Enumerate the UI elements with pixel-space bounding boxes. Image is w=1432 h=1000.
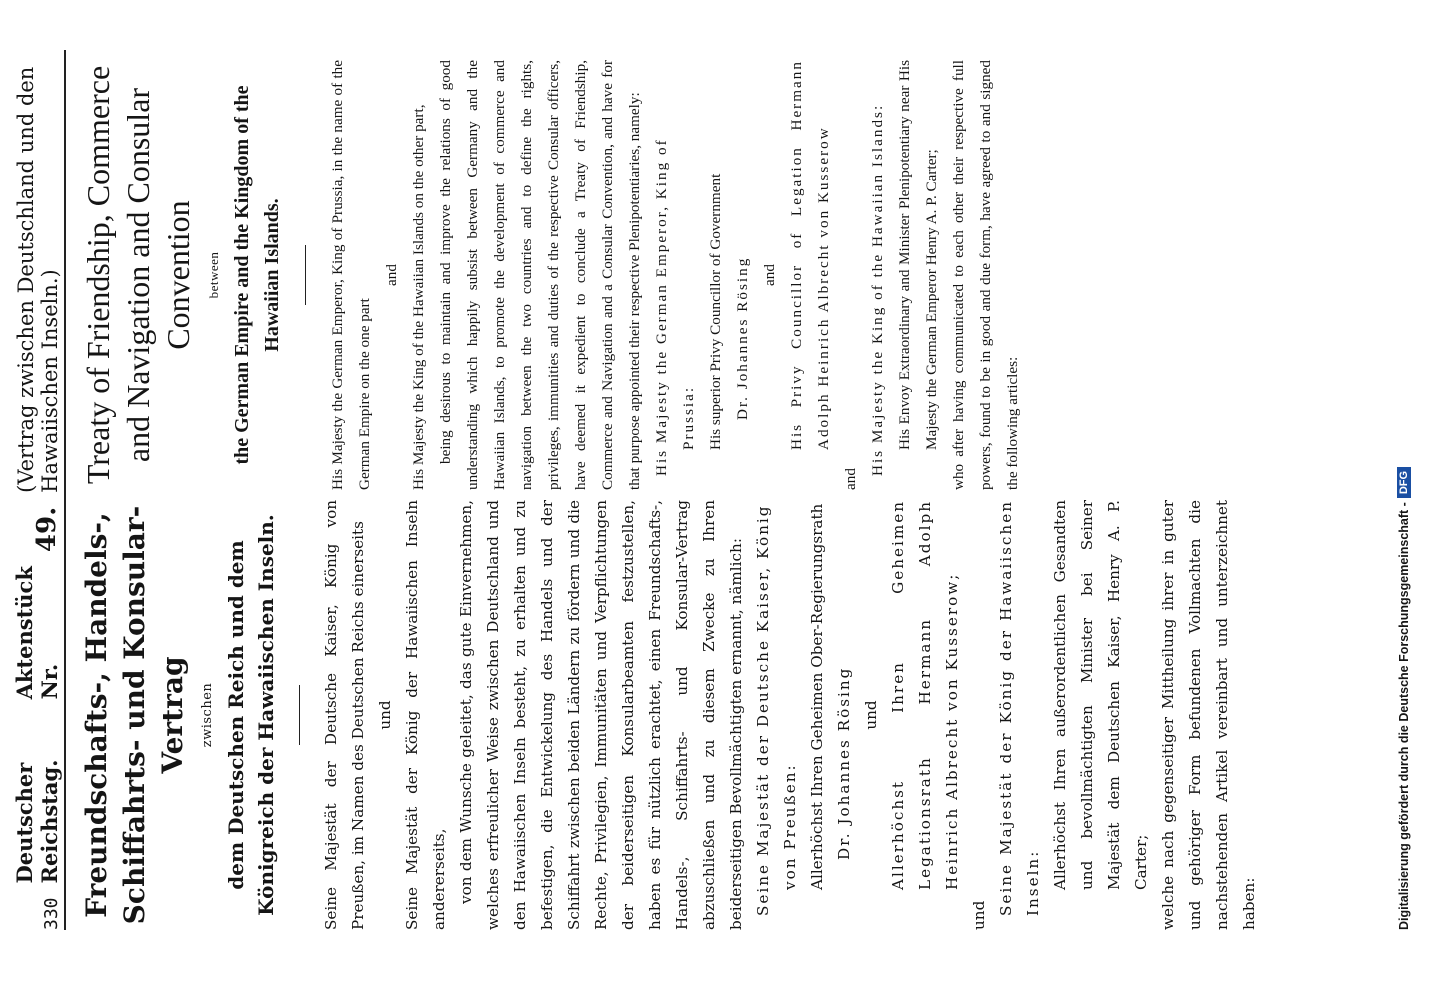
english-separator [305, 245, 306, 305]
german-para-7: Allerhöchst Ihren Geheimen Legationsrath Hermann Adolph Heinrich Albrecht von Kusserow; [889, 500, 961, 890]
header-act-label: Aktenstück Nr. [12, 566, 62, 700]
header-act-number: 49. [32, 506, 62, 553]
english-para-4b: Prussia: [680, 385, 697, 450]
german-para-10: welche nach gegenseitiger Mittheilung ihrer in guter und gehöriger Form befundenen Vollmachten die nachstehenden Artikel vereinbart und unterzeichnet haben: [1159, 500, 1258, 930]
header-reichstag: Deutscher Reichstag. [12, 759, 62, 884]
german-para-4b: von Preußen: [781, 763, 799, 890]
german-para-2: Seine Majestät der König der Hawaiischen Inseln andererseits, [403, 500, 448, 930]
german-title: Freundschafts-, Handels-, Schiffahrts- und Konsular-Vertrag [80, 505, 189, 925]
english-and-1: and [383, 264, 400, 286]
german-separator [299, 685, 300, 745]
english-para-8: His Majesty the King of the Hawaiian Islands: [869, 103, 886, 476]
page-number: 330 [41, 897, 62, 930]
header-subject: (Vertrag zwischen Deutschland und den Hawaiischen Inseln.) [14, 66, 62, 493]
german-und-3: und [970, 900, 988, 930]
german-para-8: Seine Majestät der König der Hawaiischen Inseln: [997, 500, 1042, 916]
german-subtitle: dem Deutschen Reich und dem Königreich der Hawaiischen Inseln. [224, 514, 278, 916]
english-between: between [206, 251, 221, 299]
german-para-9: Allerhöchst Ihren außerordentlichen Gesandten und bevollmächtigten Minister bei Seiner Majestät dem Deutschen Kaiser, Henry A. P. Carter; [1051, 500, 1150, 890]
english-subtitle: the German Empire and the Kingdom of the Hawaiian Islands. [231, 85, 283, 465]
german-between: zwischen [200, 682, 215, 748]
german-und-1: und [376, 700, 394, 730]
english-para-6: Dr. Johannes Rösing [734, 256, 751, 420]
english-para-10: who after having communicated to each other their respective full powers, found to be in good and due form, have agreed to and signed the following articles: [950, 60, 1021, 490]
english-para-7: His Privy Councillor of Legation Hermann Adolph Heinrich Albrecht von Kusserow [788, 60, 832, 450]
german-und-2: und [862, 700, 880, 730]
german-column [78, 500, 1378, 930]
german-para-3: von dem Wunsche geleitet, das gute Einvernehmen, welches erfreulicher Weise zwischen Deutschland und den Hawaiischen Inseln besteht, zu erhalten und zu befestigen, die Entwickelung des Handels und der Schiffahrt zwischen beiden Ländern zu fördern und die Rechte, Privilegien, Immunitäten und Verpflichtungen der beiderseitigen Konsularbeamten festzustellen, haben es für nützlich erachtet, einen Freundschafts-, Handels-, Schiffahrts- und Konsular-Vertrag abzuschließen und zu diesem Zwecke zu Ihren beiderseitigen Bevollmächtigten ernannt, nämlich: [457, 500, 745, 930]
digitization-note [1392, 50, 1416, 930]
header-rule [64, 50, 66, 930]
german-para-1: Seine Majestät der Deutsche Kaiser, König von Preußen, im Namen des Deutschen Reichs einerseits [322, 500, 367, 930]
german-para-6: Dr. Johannes Rösing [835, 666, 853, 860]
english-para-3: being desirous to maintain and improve the relations of good understanding which happily subsist between Germany and the Hawaiian Islands, to promote the development of commerce and navigation between the two countries and to define the rights, privileges, immunities and duties of the respective Consular officers, have deemed it expedient to conclude a Treaty of Friendship, Commerce and Navigation and a Consular Convention, and have for that purpose appointed their respective Plenipotentiaries, namely: [437, 60, 643, 490]
german-para-4a: Seine Majestät der Deutsche Kaiser, König [754, 504, 772, 916]
english-and-3: and [842, 468, 859, 490]
english-para-2: His Majesty the King of the Hawaiian Islands on the other part, [410, 104, 427, 490]
dfg-logo: DFG [1397, 467, 1411, 498]
english-and-2: and [761, 264, 778, 286]
english-para-1: His Majesty the German Emperor, King of Prussia, in the name of the German Empire on the one part [329, 60, 373, 490]
english-para-5: His superior Privy Councillor of Government [707, 173, 724, 450]
english-para-9: His Envoy Extraordinary and Minister Plenipotentiary near His Majesty the German Emperor Henry A. P. Carter; [896, 60, 940, 450]
page-header [12, 50, 62, 930]
english-title: Treaty of Friendship, Commerce and Navigation and Consular Convention [80, 65, 196, 485]
german-para-5: Allerhöchst Ihren Geheimen Ober-Regierungsrath [808, 503, 826, 890]
english-column [78, 60, 1378, 490]
digitization-text: Digitalisierung gefördert durch die Deutsche Forschungsgemeinschaft - [1397, 502, 1411, 930]
english-para-4a: His Majesty the German Emperor, King of [653, 138, 670, 476]
